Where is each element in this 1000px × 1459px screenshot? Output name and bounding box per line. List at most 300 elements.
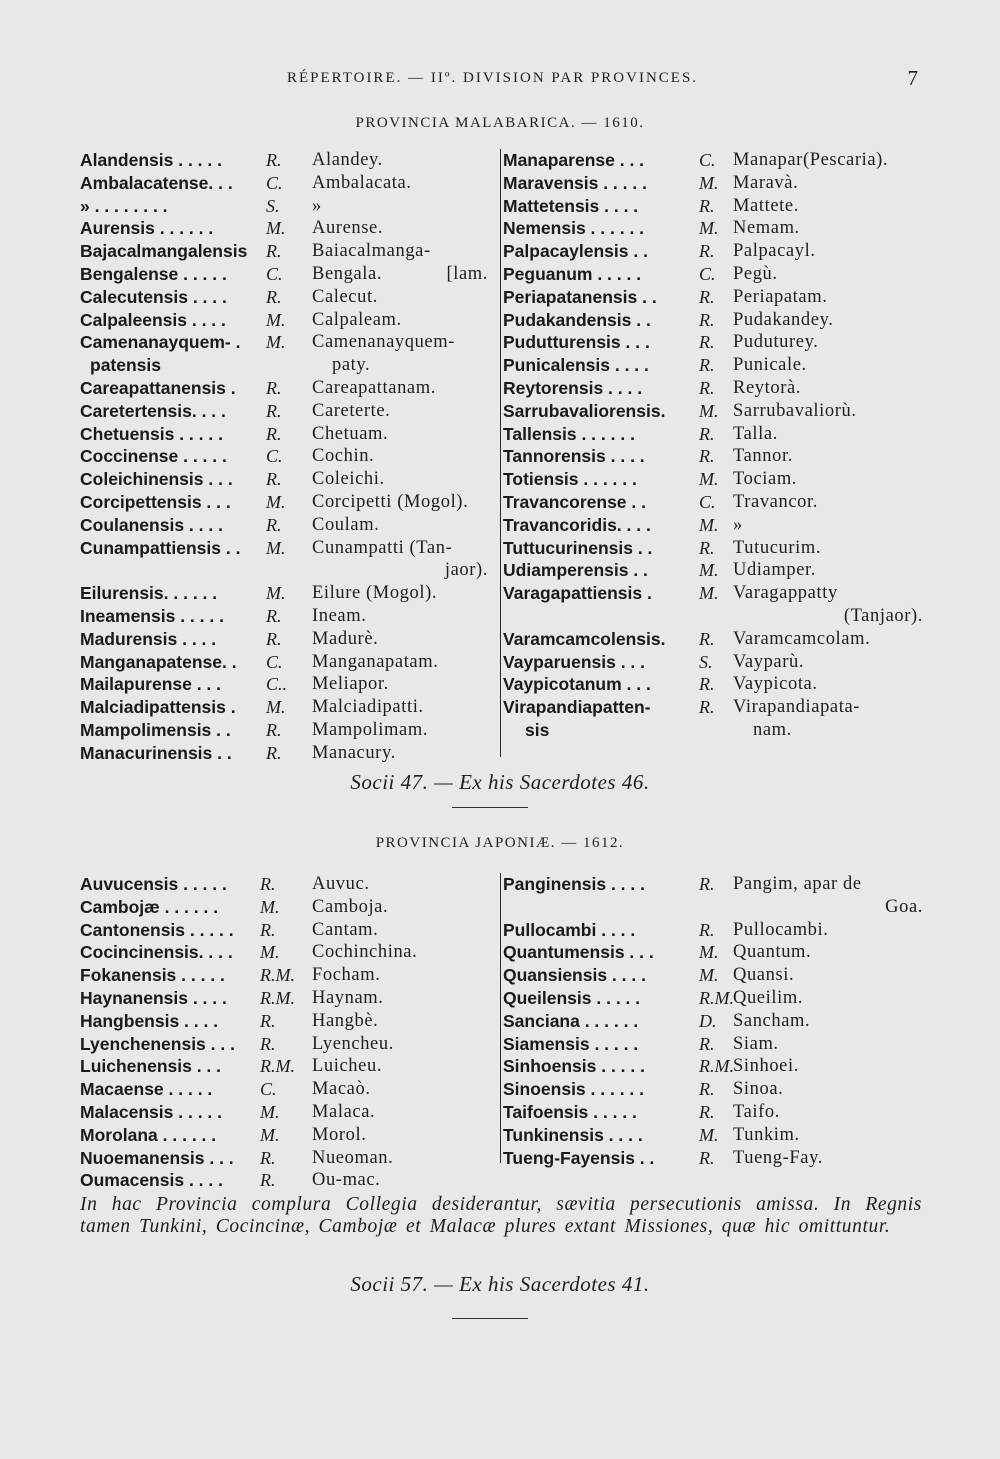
vernacular-name: Calpaleam. xyxy=(312,309,402,330)
latin-name: Reytorensis . . . . xyxy=(503,377,643,398)
vernacular-name: Sarrubavaliorù. xyxy=(733,400,857,421)
type-abbreviation: R. xyxy=(699,332,715,353)
type-abbreviation: M. xyxy=(699,172,719,193)
vernacular-name: Sancham. xyxy=(733,1010,811,1031)
malabar-summary: Socii 47. — Ex his Sacerdotes 46. xyxy=(350,770,650,794)
vernacular-name: Periapatam. xyxy=(733,286,828,307)
type-abbreviation: R. xyxy=(266,469,282,490)
latin-name: Travancoridis. . . . xyxy=(503,514,651,535)
list-item xyxy=(503,423,923,446)
vernacular-name: Pangim, apar de xyxy=(733,874,862,894)
list-item xyxy=(80,696,500,719)
list-item xyxy=(503,873,923,896)
list-item xyxy=(503,331,923,354)
list-item xyxy=(503,896,923,919)
type-abbreviation: R. xyxy=(699,355,715,376)
vernacular-name: Haynam. xyxy=(312,987,384,1008)
vernacular-name: Coleichi. xyxy=(312,469,385,490)
type-abbreviation: R. xyxy=(699,1147,715,1168)
list-item xyxy=(503,445,923,468)
malabar-title: PROVINCIA MALABARICA. — 1610. xyxy=(355,115,645,131)
vernacular-name: Nueoman. xyxy=(312,1147,394,1168)
type-abbreviation: R.M. xyxy=(699,1056,734,1077)
latin-name: Corcipettensis . . . xyxy=(80,491,231,512)
latin-name: Tallensis . . . . . . xyxy=(503,423,635,444)
page-number: 7 xyxy=(907,66,918,90)
latin-name: Morolana . . . . . . xyxy=(80,1124,217,1145)
list-item xyxy=(503,377,923,400)
type-abbreviation: R. xyxy=(260,1147,276,1168)
type-abbreviation: M. xyxy=(699,514,719,535)
type-abbreviation: R. xyxy=(260,1033,276,1054)
latin-name: Tannorensis . . . . xyxy=(503,446,645,467)
type-abbreviation: M. xyxy=(266,697,286,718)
vernacular-name: Focham. xyxy=(312,965,381,986)
list-item xyxy=(80,263,500,286)
latin-name: Aurensis . . . . . . xyxy=(80,218,214,239)
type-abbreviation: M. xyxy=(699,942,719,963)
type-abbreviation: R. xyxy=(699,1101,715,1122)
list-item xyxy=(80,1033,500,1056)
list-item xyxy=(80,1078,500,1101)
type-abbreviation: R. xyxy=(266,377,282,398)
vernacular-name: Hangbè. xyxy=(312,1010,379,1031)
type-abbreviation: C. xyxy=(699,491,716,512)
type-abbreviation: C.. xyxy=(266,674,288,695)
section-divider xyxy=(452,807,528,808)
latin-name: Bajacalmangalensis xyxy=(80,241,248,262)
list-item xyxy=(80,1055,500,1078)
type-abbreviation: R. xyxy=(699,1033,715,1054)
vernacular-name: Varagappatty xyxy=(733,583,838,604)
vernacular-name: Coulam. xyxy=(312,514,380,535)
vernacular-name: Tociam. xyxy=(733,469,798,490)
list-item xyxy=(503,354,923,377)
type-abbreviation: R. xyxy=(266,628,282,649)
vernacular-name: nam. xyxy=(753,719,792,740)
vernacular-name: Madurè. xyxy=(312,628,379,649)
type-abbreviation: R. xyxy=(266,514,282,535)
list-item xyxy=(80,964,500,987)
malabar-left-column xyxy=(80,149,500,765)
vernacular-name: Ou-mac. xyxy=(312,1170,381,1191)
latin-name: Nemensis . . . . . . xyxy=(503,218,645,239)
list-item xyxy=(503,559,923,582)
type-abbreviation: S. xyxy=(699,651,713,672)
vernacular-name: Siam. xyxy=(733,1033,779,1054)
vernacular-name: Lyencheu. xyxy=(312,1033,394,1054)
type-abbreviation: M. xyxy=(699,583,719,604)
latin-name: Siamensis . . . . . xyxy=(503,1033,639,1054)
latin-name: patensis xyxy=(90,355,161,376)
list-item xyxy=(80,987,500,1010)
latin-name: Sinhoensis . . . . . xyxy=(503,1056,645,1077)
vernacular-name: Tueng-Fay. xyxy=(733,1147,823,1168)
type-abbreviation: R. xyxy=(260,874,276,894)
vernacular-name: Queilim. xyxy=(733,987,804,1008)
vernacular-name: Auvuc. xyxy=(312,874,370,894)
latin-name: Chetuensis . . . . . xyxy=(80,423,223,444)
list-item xyxy=(503,964,923,987)
vernacular-name: Ambalacata. xyxy=(312,172,412,193)
continuation-text: [lam. xyxy=(446,263,488,284)
latin-name: Alandensis . . . . . xyxy=(80,150,222,170)
type-abbreviation: M. xyxy=(260,1124,280,1145)
japan-title: PROVINCIA JAPONIÆ. — 1612. xyxy=(375,835,625,851)
list-item xyxy=(80,286,500,309)
list-item xyxy=(80,240,500,263)
latin-name: Manaparense . . . xyxy=(503,150,645,170)
latin-name: Tueng-Fayensis . . xyxy=(503,1147,655,1168)
vernacular-name: Quantum. xyxy=(733,942,812,963)
vernacular-name: Manganapatam. xyxy=(312,651,439,672)
vernacular-name: Udiamper. xyxy=(733,560,816,581)
list-item xyxy=(503,400,923,423)
latin-name: Mattetensis . . . . xyxy=(503,195,639,216)
list-item xyxy=(80,217,500,240)
vernacular-name: Ineam. xyxy=(312,605,367,626)
list-item xyxy=(503,919,923,942)
japan-left-column xyxy=(80,873,500,1192)
type-abbreviation: M. xyxy=(266,537,286,558)
latin-name: Auvucensis . . . . . xyxy=(80,874,227,894)
list-item xyxy=(80,1147,500,1170)
latin-name: Camenanayquem- . xyxy=(80,332,241,353)
type-abbreviation: M. xyxy=(699,1124,719,1145)
latin-name: Hangbensis . . . . xyxy=(80,1010,219,1031)
vernacular-name: Tannor. xyxy=(733,446,793,467)
latin-name: Quansiensis . . . . xyxy=(503,965,646,986)
type-abbreviation: R. xyxy=(699,628,715,649)
list-item xyxy=(503,491,923,514)
vernacular-name: Eilure (Mogol). xyxy=(312,583,438,604)
list-item xyxy=(80,628,500,651)
latin-name: Varamcamcolensis. xyxy=(503,628,666,649)
list-item xyxy=(80,354,500,377)
latin-name: Mailapurense . . . xyxy=(80,674,222,695)
vernacular-name: Quansi. xyxy=(733,965,795,986)
vernacular-name: Morol. xyxy=(312,1124,367,1145)
type-abbreviation: R. xyxy=(266,286,282,307)
latin-name: Sarrubavaliorensis. xyxy=(503,400,666,421)
list-item xyxy=(80,1010,500,1033)
list-item xyxy=(503,696,923,719)
list-item xyxy=(80,559,500,582)
type-abbreviation: M. xyxy=(266,218,286,239)
vernacular-name: Alandey. xyxy=(312,150,383,170)
vernacular-name: Manacury. xyxy=(312,742,396,763)
list-item xyxy=(503,1147,923,1170)
vernacular-name: Taifo. xyxy=(733,1101,780,1122)
latin-name: Careapattanensis . xyxy=(80,377,236,398)
latin-name: Cantonensis . . . . . xyxy=(80,919,234,940)
list-item xyxy=(503,1124,923,1147)
japan-note: In hac Provincia complura Collegia desiderantur, sævitia persecutionis amissa. In Regnis tamen Tunkini, Cocincinæ, Cambojæ et Malacæ plures extant Missiones, quæ hic omittuntur. xyxy=(80,1194,922,1237)
latin-name: Punicalensis . . . . xyxy=(503,355,649,376)
latin-name: Nuoemanensis . . . xyxy=(80,1147,234,1168)
latin-name: Virapandiapatten- xyxy=(503,697,651,718)
list-item xyxy=(503,628,923,651)
vernacular-name: Virapandiapata- xyxy=(733,697,861,718)
list-item xyxy=(503,719,923,742)
column-rule xyxy=(500,149,501,757)
latin-name: Quantumensis . . . xyxy=(503,942,654,963)
vernacular-name: Tunkim. xyxy=(733,1124,800,1145)
list-item xyxy=(503,605,923,628)
running-head: RÉPERTOIRE. — IIº. DIVISION PAR PROVINCES. xyxy=(286,70,699,86)
page-header xyxy=(0,66,1000,92)
vernacular-name: Punicale. xyxy=(733,355,807,376)
latin-name: Vayparuensis . . . xyxy=(503,651,646,672)
type-abbreviation: R.M. xyxy=(260,965,295,986)
list-item xyxy=(80,423,500,446)
list-item xyxy=(80,309,500,332)
type-abbreviation: R.M. xyxy=(699,987,734,1008)
type-abbreviation: R. xyxy=(260,1170,276,1191)
type-abbreviation: C. xyxy=(266,651,283,672)
column-rule xyxy=(500,873,501,1163)
latin-name: Malacensis . . . . . xyxy=(80,1101,223,1122)
vernacular-name: Pegù. xyxy=(733,263,778,284)
type-abbreviation: R. xyxy=(266,400,282,421)
latin-name: Panginensis . . . . xyxy=(503,874,645,894)
latin-name: Sanciana . . . . . . xyxy=(503,1010,639,1031)
continuation-text: jaor). xyxy=(444,560,488,581)
type-abbreviation: R. xyxy=(266,605,282,626)
latin-name: Eilurensis. . . . . . xyxy=(80,583,218,604)
type-abbreviation: R. xyxy=(699,697,715,718)
vernacular-name: Camenanayquem- xyxy=(312,332,455,353)
type-abbreviation: R.M. xyxy=(260,987,295,1008)
latin-name: Periapatanensis . . xyxy=(503,286,657,307)
section-divider xyxy=(452,1318,528,1319)
list-item xyxy=(80,1124,500,1147)
type-abbreviation: D. xyxy=(699,1010,717,1031)
latin-name: Madurensis . . . . xyxy=(80,628,217,649)
latin-name: Caretertensis. . . . xyxy=(80,400,226,421)
latin-name: Cocincinensis. . . . xyxy=(80,942,233,963)
latin-name: Vaypicotanum . . . xyxy=(503,674,651,695)
vernacular-name: Talla. xyxy=(733,423,778,444)
vernacular-name: Reytorà. xyxy=(733,377,801,398)
latin-name: Cambojæ . . . . . . xyxy=(80,896,219,917)
vernacular-name: Pudakandey. xyxy=(733,309,834,330)
type-abbreviation: M. xyxy=(266,309,286,330)
list-item xyxy=(80,491,500,514)
type-abbreviation: R. xyxy=(699,241,715,262)
vernacular-name: Malciadipatti. xyxy=(312,697,424,718)
vernacular-name: Calecut. xyxy=(312,286,378,307)
type-abbreviation: M. xyxy=(699,218,719,239)
list-item xyxy=(503,673,923,696)
latin-name: Calpaleensis . . . . xyxy=(80,309,226,330)
type-abbreviation: M. xyxy=(699,400,719,421)
type-abbreviation: R. xyxy=(699,195,715,216)
type-abbreviation: R. xyxy=(266,241,282,262)
type-abbreviation: R. xyxy=(699,674,715,695)
vernacular-name: Vayparù. xyxy=(733,651,805,672)
latin-name: Pudakandensis . . xyxy=(503,309,651,330)
list-item xyxy=(80,445,500,468)
list-item xyxy=(503,1101,923,1124)
malabar-right-column xyxy=(503,149,923,742)
type-abbreviation: M. xyxy=(260,896,280,917)
latin-name: Manacurinensis . . xyxy=(80,742,232,763)
latin-name: Pullocambi . . . . xyxy=(503,919,636,940)
type-abbreviation: C. xyxy=(266,446,283,467)
list-item xyxy=(80,514,500,537)
list-item xyxy=(80,537,500,560)
type-abbreviation: R. xyxy=(266,742,282,763)
list-item xyxy=(80,195,500,218)
latin-name: Peguanum . . . . . xyxy=(503,263,642,284)
latin-name: Lyenchenensis . . . xyxy=(80,1033,235,1054)
vernacular-name: Palpacayl. xyxy=(733,241,816,262)
latin-name: Tunkinensis . . . . xyxy=(503,1124,643,1145)
type-abbreviation: C. xyxy=(266,172,283,193)
list-item xyxy=(80,1169,500,1192)
type-abbreviation: R. xyxy=(266,719,282,740)
latin-name: Sinoensis . . . . . . xyxy=(503,1079,645,1100)
latin-name: Coulanensis . . . . xyxy=(80,514,223,535)
vernacular-name: Travancor. xyxy=(733,491,818,512)
vernacular-name: Varamcamcolam. xyxy=(733,628,871,649)
vernacular-name: Baiacalmanga- xyxy=(312,241,431,262)
latin-name: Luichenensis . . . xyxy=(80,1056,222,1077)
vernacular-name: Mattete. xyxy=(733,195,799,216)
type-abbreviation: R. xyxy=(699,423,715,444)
latin-name: Malciadipattensis . xyxy=(80,697,236,718)
list-item xyxy=(503,1078,923,1101)
latin-name: Udiamperensis . . xyxy=(503,560,648,581)
vernacular-name: Cochinchina. xyxy=(312,942,418,963)
list-item xyxy=(80,651,500,674)
type-abbreviation: R. xyxy=(699,1079,715,1100)
type-abbreviation: M. xyxy=(266,332,286,353)
latin-name: Oumacensis . . . . xyxy=(80,1170,223,1191)
type-abbreviation: M. xyxy=(699,560,719,581)
list-item xyxy=(503,172,923,195)
latin-name: Macaense . . . . . xyxy=(80,1079,213,1100)
type-abbreviation: R.M. xyxy=(260,1056,295,1077)
list-item xyxy=(503,1033,923,1056)
japan-right-column xyxy=(503,873,923,1169)
list-item xyxy=(503,1055,923,1078)
vernacular-name: Aurense. xyxy=(312,218,384,239)
list-item xyxy=(503,514,923,537)
type-abbreviation: R. xyxy=(260,919,276,940)
latin-name: Varagapattiensis . xyxy=(503,583,652,604)
type-abbreviation: R. xyxy=(699,286,715,307)
list-item xyxy=(503,217,923,240)
vernacular-name: Nemam. xyxy=(733,218,800,239)
vernacular-name: paty. xyxy=(332,355,371,376)
list-item xyxy=(80,149,500,172)
vernacular-name: Cunampatti (Tan- xyxy=(312,537,453,558)
list-item xyxy=(503,582,923,605)
type-abbreviation: S. xyxy=(266,195,280,216)
latin-name: Taifoensis . . . . . xyxy=(503,1101,637,1122)
latin-name: Palpacaylensis . . xyxy=(503,241,648,262)
latin-name: Calecutensis . . . . xyxy=(80,286,227,307)
vernacular-name: Manapar(Pescaria). xyxy=(733,150,889,170)
latin-name: Fokanensis . . . . . xyxy=(80,965,225,986)
latin-name: Ambalacatense. . . xyxy=(80,172,233,193)
vernacular-name: Corcipetti (Mogol). xyxy=(312,491,469,512)
type-abbreviation: M. xyxy=(699,965,719,986)
list-item xyxy=(503,651,923,674)
vernacular-name: Chetuam. xyxy=(312,423,389,444)
type-abbreviation: R. xyxy=(699,874,715,894)
list-item xyxy=(80,941,500,964)
latin-name: Cunampattiensis . . xyxy=(80,537,241,558)
list-item xyxy=(80,719,500,742)
list-item xyxy=(80,873,500,896)
list-item xyxy=(503,149,923,172)
vernacular-name: Bengala. xyxy=(312,263,383,284)
vernacular-name: Camboja. xyxy=(312,896,389,917)
type-abbreviation: R. xyxy=(699,537,715,558)
type-abbreviation: C. xyxy=(699,263,716,284)
latin-name: Queilensis . . . . . xyxy=(503,987,641,1008)
vernacular-name: Luicheu. xyxy=(312,1056,383,1077)
continuation-text: Goa. xyxy=(885,896,923,917)
latin-name: Mampolimensis . . xyxy=(80,719,231,740)
vernacular-name: Sinhoei. xyxy=(733,1056,799,1077)
list-item xyxy=(80,673,500,696)
type-abbreviation: M. xyxy=(260,942,280,963)
list-item xyxy=(503,263,923,286)
vernacular-name: Sinoa. xyxy=(733,1079,784,1100)
vernacular-name: Mampolimam. xyxy=(312,719,429,740)
type-abbreviation: M. xyxy=(260,1101,280,1122)
vernacular-name: Tutucurim. xyxy=(733,537,822,558)
type-abbreviation: M. xyxy=(266,583,286,604)
type-abbreviation: R. xyxy=(699,309,715,330)
japan-summary: Socii 57. — Ex his Sacerdotes 41. xyxy=(350,1272,650,1296)
type-abbreviation: R. xyxy=(699,377,715,398)
vernacular-name: Maravà. xyxy=(733,172,799,193)
latin-name: Travancorense . . xyxy=(503,491,646,512)
list-item xyxy=(80,742,500,765)
type-abbreviation: M. xyxy=(266,491,286,512)
vernacular-name: Macaò. xyxy=(312,1079,371,1100)
vernacular-name: » xyxy=(733,514,743,535)
type-abbreviation: R. xyxy=(260,1010,276,1031)
vernacular-name: Vaypicota. xyxy=(733,674,818,695)
list-item xyxy=(503,286,923,309)
list-item xyxy=(503,537,923,560)
vernacular-name: Cantam. xyxy=(312,919,379,940)
latin-name: Totiensis . . . . . . xyxy=(503,469,637,490)
list-item xyxy=(80,605,500,628)
vernacular-name: Meliapor. xyxy=(312,674,389,695)
vernacular-name: Malaca. xyxy=(312,1101,376,1122)
list-item xyxy=(80,400,500,423)
latin-name: Coccinense . . . . . xyxy=(80,446,227,467)
type-abbreviation: R. xyxy=(699,919,715,940)
list-item xyxy=(503,195,923,218)
latin-name: sis xyxy=(525,719,550,740)
type-abbreviation: R. xyxy=(266,423,282,444)
latin-name: Maravensis . . . . . xyxy=(503,172,647,193)
list-item xyxy=(503,240,923,263)
latin-name: » . . . . . . . . xyxy=(80,195,168,216)
type-abbreviation: C. xyxy=(266,263,283,284)
latin-name: Tuttucurinensis . . xyxy=(503,537,653,558)
type-abbreviation: C. xyxy=(699,150,716,170)
list-item xyxy=(80,377,500,400)
